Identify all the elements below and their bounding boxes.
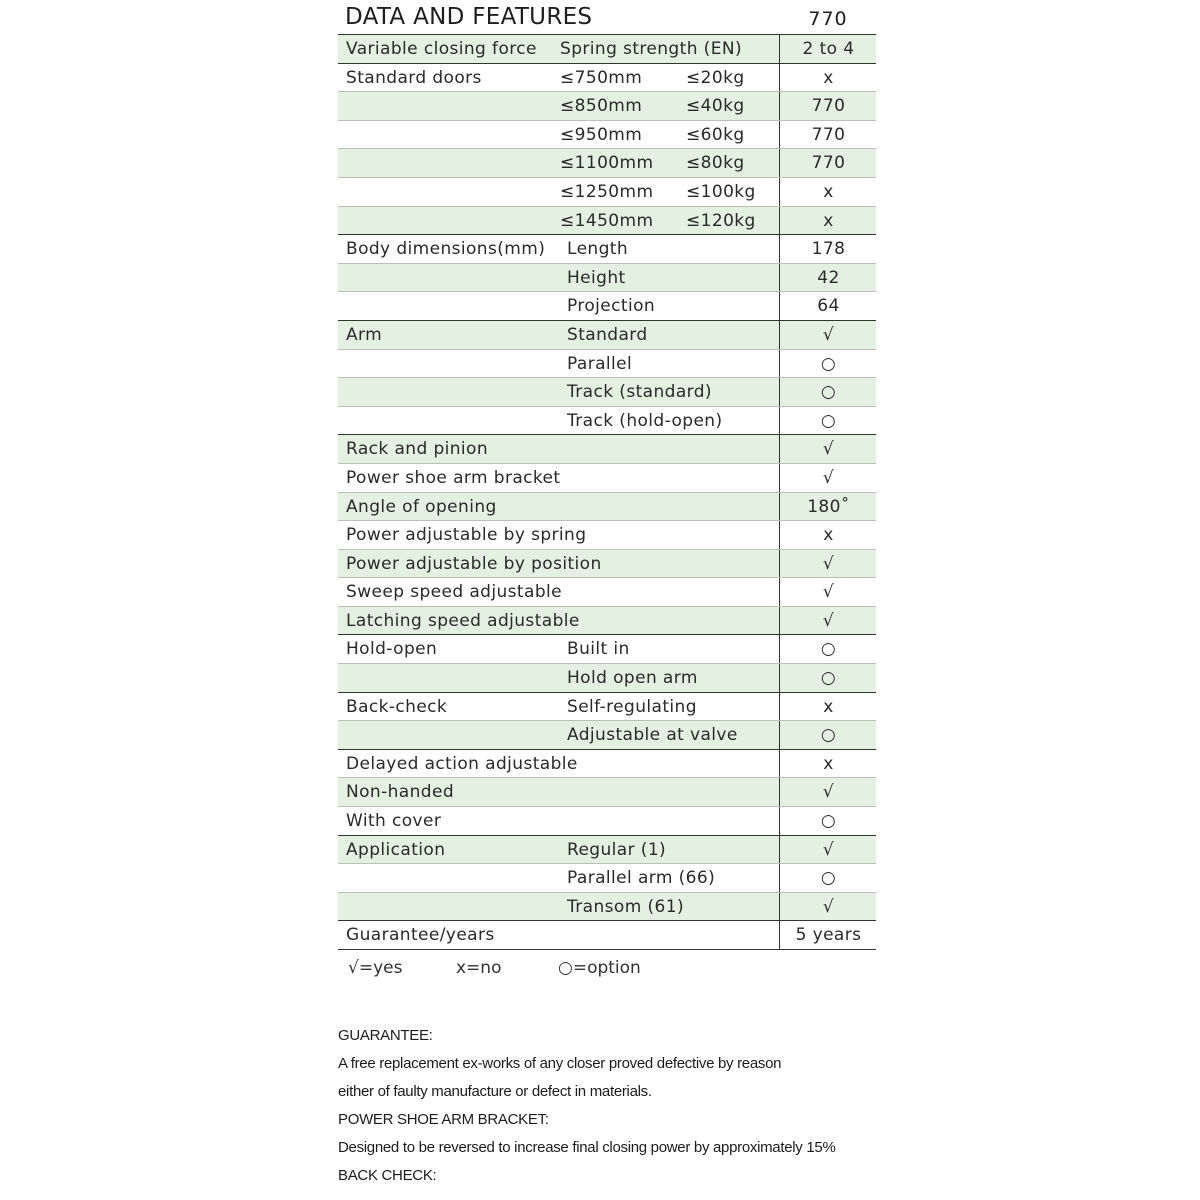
- row-label: Body dimensions(mm): [346, 239, 546, 260]
- row-label: Standard doors: [346, 67, 482, 88]
- guarantee-text-line: A free replacement ex-works of any closer proved defective by reason: [338, 1055, 782, 1072]
- table-row: [338, 435, 876, 464]
- row-value: ○: [820, 811, 837, 832]
- row-label: Hold-open: [346, 639, 438, 660]
- door-width: ≤1100mm: [560, 153, 654, 174]
- row-value: x: [823, 67, 834, 88]
- door-width: ≤1450mm: [560, 210, 654, 231]
- row-value: 2 to 4: [802, 39, 855, 59]
- table-row: [338, 350, 876, 379]
- row-sub-label: Projection: [567, 296, 656, 317]
- table-header: [338, 0, 876, 35]
- row-label: Sweep speed adjustable: [346, 582, 562, 603]
- row-label: Power adjustable by position: [346, 553, 602, 574]
- row-value: √: [822, 324, 835, 345]
- table-row: [338, 921, 876, 950]
- row-label: Delayed action adjustable: [346, 753, 578, 774]
- row-sub-label: Track (hold-open): [567, 410, 723, 431]
- table-row: [338, 35, 876, 64]
- row-label: With cover: [346, 811, 442, 832]
- row-sub-label: Self-regulating: [567, 696, 697, 717]
- door-width: ≤850mm: [560, 96, 643, 117]
- table-row: [338, 464, 876, 493]
- bracket-heading: POWER SHOE ARM BRACKET:: [338, 1111, 549, 1128]
- row-label: Back-check: [346, 696, 448, 717]
- guarantee-heading: GUARANTEE:: [338, 1027, 433, 1044]
- row-sub-label: Standard: [567, 324, 648, 345]
- row-sub-label: Track (standard): [567, 382, 712, 403]
- row-sub-label: Parallel arm (66): [567, 868, 716, 889]
- table-row: [338, 64, 876, 93]
- row-value: √: [822, 896, 835, 917]
- model-number: 770: [808, 8, 848, 30]
- row-label: Latching speed adjustable: [346, 610, 580, 631]
- row-value: 178: [811, 239, 846, 260]
- legend: [338, 950, 876, 986]
- row-label: Variable closing force: [346, 39, 537, 59]
- table-row: [338, 207, 876, 236]
- table-row: [338, 893, 876, 922]
- row-value: √: [822, 467, 835, 488]
- row-value: 770: [811, 96, 846, 117]
- row-label: Rack and pinion: [346, 439, 489, 460]
- row-value: 42: [817, 267, 840, 288]
- row-label: Application: [346, 839, 446, 860]
- door-width: ≤750mm: [560, 67, 643, 88]
- row-value: √: [822, 582, 835, 603]
- row-label: Power adjustable by spring: [346, 525, 587, 546]
- row-sub-label: Parallel: [567, 353, 633, 374]
- row-sub-label: Built in: [567, 639, 630, 660]
- table-row: [338, 235, 876, 264]
- row-label: Angle of opening: [346, 496, 497, 517]
- legend-no: x=no: [456, 958, 502, 978]
- backcheck-heading: BACK CHECK:: [338, 1167, 437, 1184]
- row-label: Non-handed: [346, 782, 455, 803]
- row-value: 770: [811, 124, 846, 145]
- row-label: Power shoe arm bracket: [346, 467, 561, 488]
- row-value: √: [822, 782, 835, 803]
- row-sub-label: Transom (61): [567, 896, 684, 917]
- row-value: 64: [817, 296, 840, 317]
- row-sub-label: Hold open arm: [567, 668, 698, 689]
- row-sub-label: Regular (1): [567, 839, 667, 860]
- door-width: ≤1250mm: [560, 181, 654, 202]
- door-weight: ≤40kg: [686, 96, 745, 117]
- row-value: ○: [820, 382, 837, 403]
- door-weight: ≤20kg: [686, 67, 745, 88]
- row-value: ○: [820, 868, 837, 889]
- row-value: ○: [820, 353, 837, 374]
- row-label: Guarantee/years: [346, 925, 495, 946]
- table-row: [338, 521, 876, 550]
- row-value: x: [823, 525, 834, 546]
- table-row: [338, 178, 876, 207]
- row-value: 770: [811, 153, 846, 174]
- guarantee-text-line: either of faulty manufacture or defect in materials.: [338, 1083, 652, 1100]
- row-value: ○: [820, 668, 837, 689]
- row-value: √: [822, 610, 835, 631]
- table-row: [338, 264, 876, 293]
- door-weight: ≤60kg: [686, 124, 745, 145]
- table-row: [338, 378, 876, 407]
- table-row: [338, 92, 876, 121]
- table-row: [338, 750, 876, 779]
- table-row: [338, 836, 876, 865]
- table-row: [338, 693, 876, 722]
- row-value: x: [823, 181, 834, 202]
- table-row: [338, 321, 876, 350]
- legend-option: ○=option: [558, 958, 641, 978]
- features-table: [338, 0, 876, 986]
- table-row: [338, 578, 876, 607]
- table-row: [338, 493, 876, 522]
- door-weight: ≤80kg: [686, 153, 745, 174]
- row-value: √: [822, 439, 835, 460]
- table-row: [338, 864, 876, 893]
- row-value: x: [823, 753, 834, 774]
- row-value: x: [823, 210, 834, 231]
- table-row: [338, 550, 876, 579]
- row-value: ○: [820, 725, 837, 746]
- table-row: [338, 292, 876, 321]
- table-row: [338, 149, 876, 178]
- row-sub-label: Length: [567, 239, 629, 260]
- row-sub-label: Spring strength (EN): [560, 39, 742, 59]
- row-label: Arm: [346, 324, 383, 345]
- bracket-text-line: Designed to be reversed to increase final closing power by approximately 15%: [338, 1139, 836, 1156]
- door-weight: ≤100kg: [686, 181, 756, 202]
- row-sub-label: Adjustable at valve: [567, 725, 738, 746]
- door-width: ≤950mm: [560, 124, 643, 145]
- door-weight: ≤120kg: [686, 210, 756, 231]
- table-row: [338, 407, 876, 436]
- table-title: DATA AND FEATURES: [345, 4, 593, 30]
- row-value: √: [822, 553, 835, 574]
- legend-yes: √=yes: [348, 958, 403, 978]
- row-value: √: [822, 839, 835, 860]
- row-value: 5 years: [795, 925, 862, 946]
- table-row: [338, 607, 876, 636]
- table-row: [338, 664, 876, 693]
- table-row: [338, 778, 876, 807]
- table-row: [338, 807, 876, 836]
- table-row: [338, 635, 876, 664]
- table-row: [338, 121, 876, 150]
- table-row: [338, 721, 876, 750]
- row-value: ○: [820, 639, 837, 660]
- row-sub-label: Height: [567, 267, 626, 288]
- row-value: 180˚: [807, 496, 850, 517]
- notes-section: [338, 1022, 878, 1190]
- row-value: x: [823, 696, 834, 717]
- row-value: ○: [820, 410, 837, 431]
